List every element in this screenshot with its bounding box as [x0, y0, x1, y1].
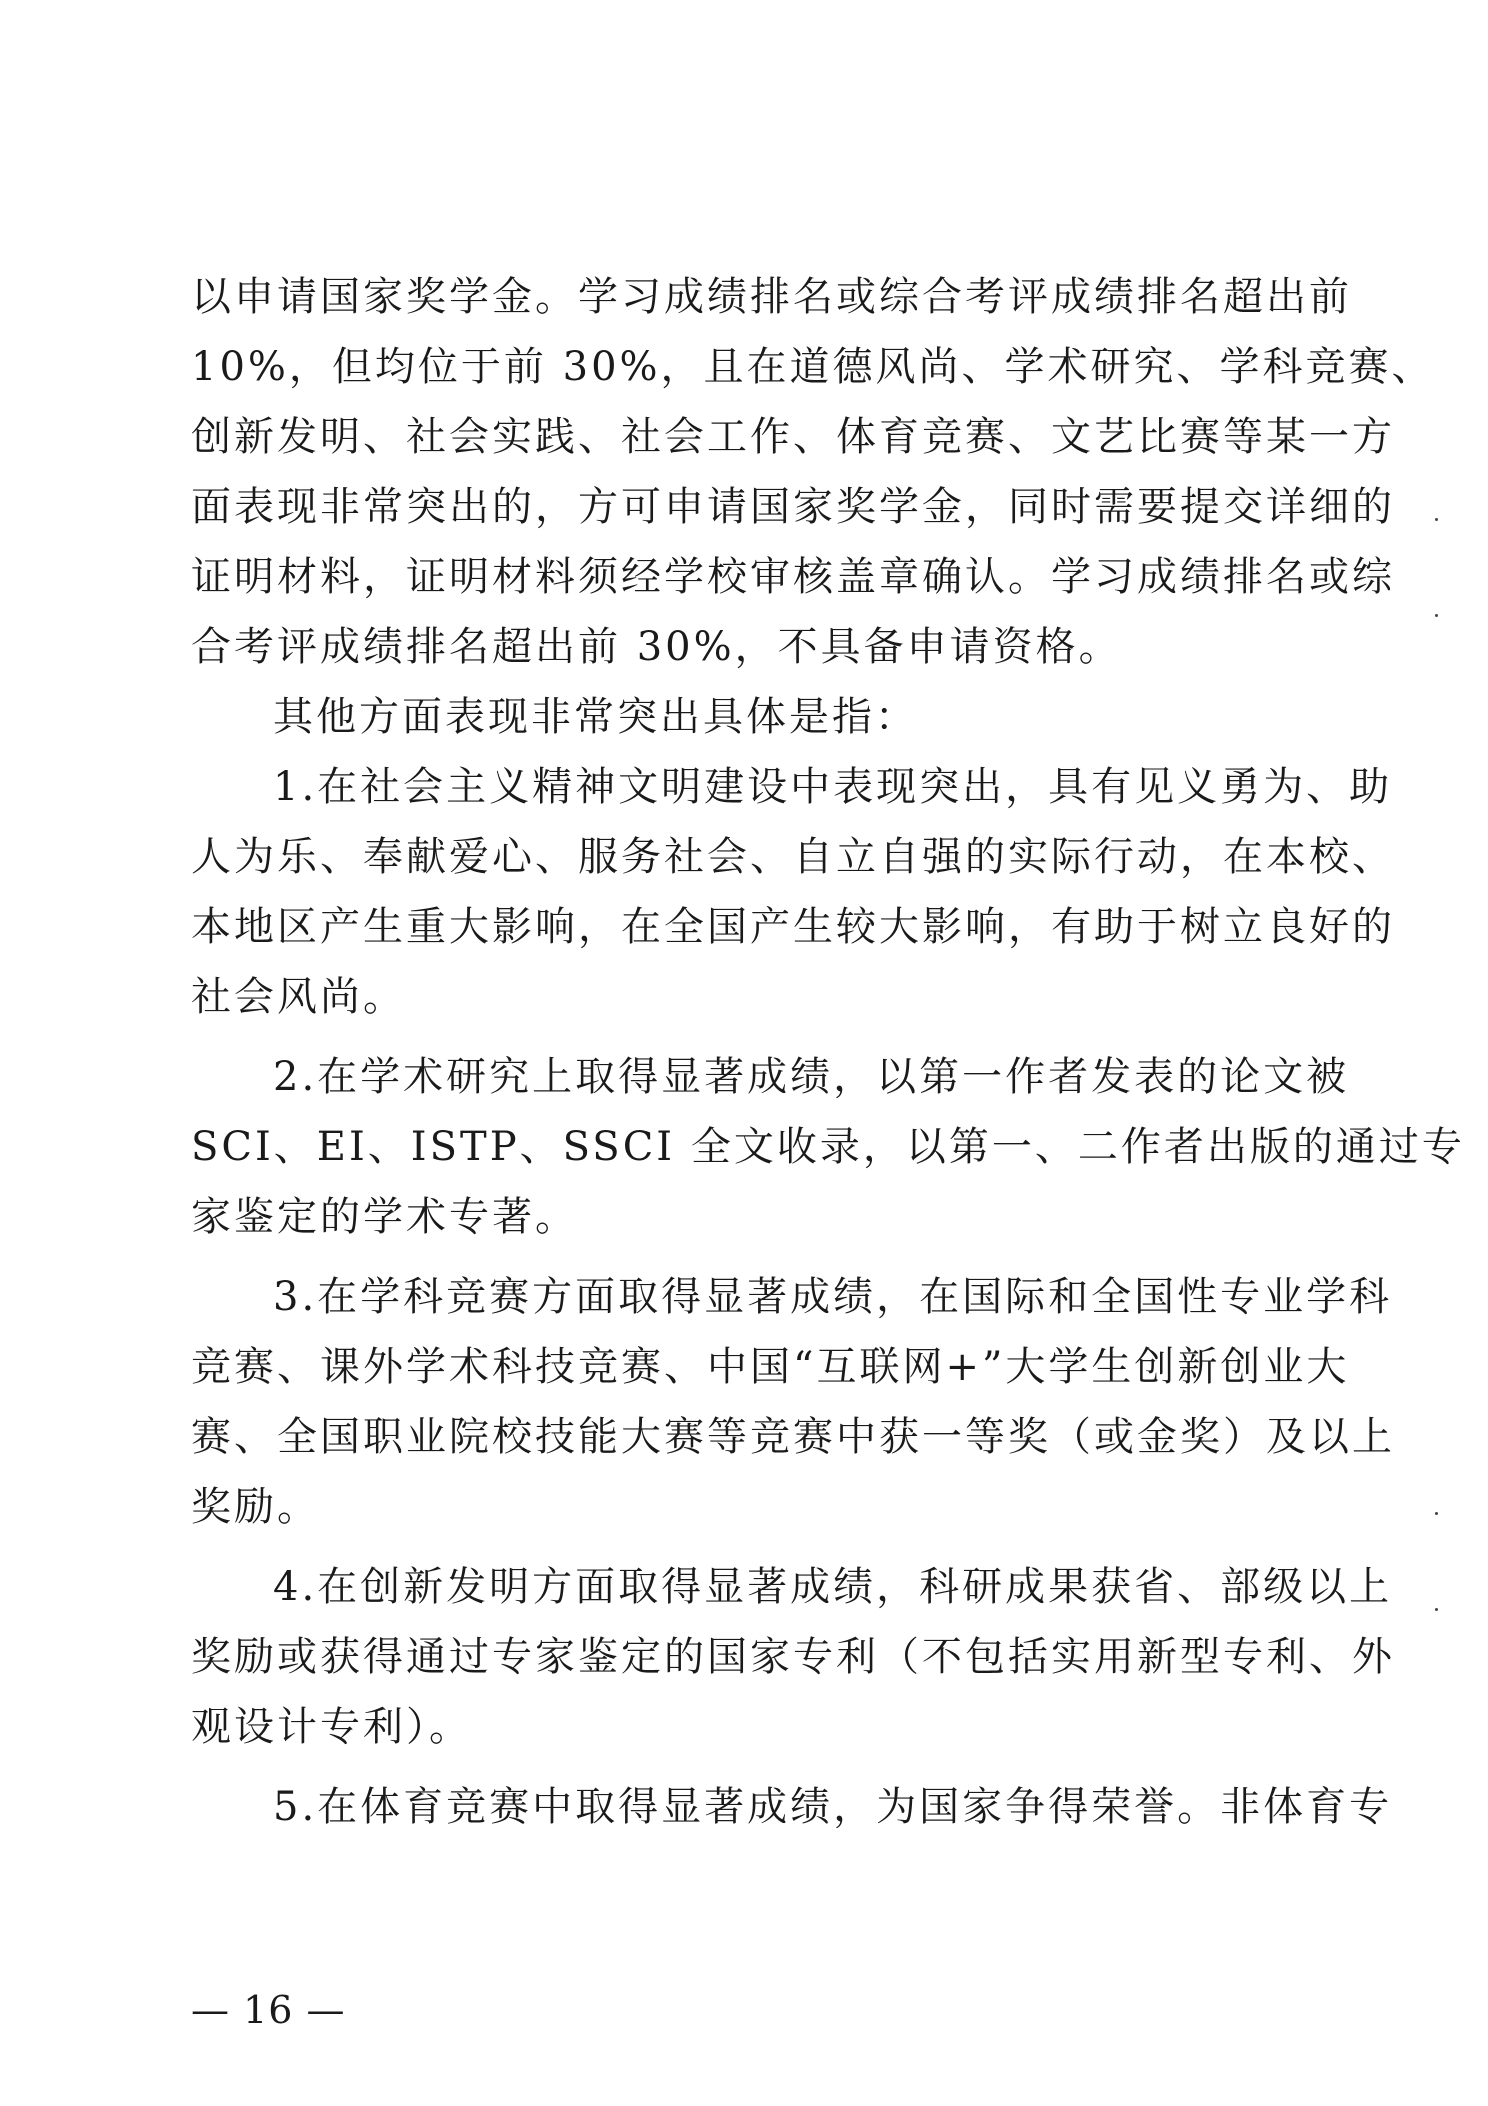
paragraph-gap: [191, 1252, 1301, 1262]
text-line: 社会风尚。: [191, 974, 406, 1020]
text-line: 赛、全国职业院校技能大赛等竞赛中获一等奖（或金奖）及以上: [191, 1414, 1395, 1460]
text-line: 以申请国家奖学金。学习成绩排名或综合考评成绩排名超出前: [191, 274, 1352, 320]
text-line: 其他方面表现非常突出具体是指：: [273, 694, 918, 740]
text-line: 家鉴定的学术专著。: [191, 1194, 578, 1240]
paragraph-gap: [191, 1762, 1301, 1772]
paragraph-gap: [191, 1032, 1301, 1042]
text-line: SCI、EI、ISTP、SSCI 全文收录，以第一、二作者出版的通过专: [191, 1124, 1465, 1170]
text-line: 观设计专利）。: [191, 1704, 472, 1750]
text-line: 1.在社会主义精神文明建设中表现突出，具有见义勇为、助: [273, 764, 1393, 810]
body-text: [191, 262, 1465, 1842]
text-line: 4.在创新发明方面取得显著成绩，科研成果获省、部级以上: [273, 1564, 1393, 1610]
text-line: 人为乐、奉献爱心、服务社会、自立自强的实际行动，在本校、: [191, 834, 1395, 880]
text-line: 创新发明、社会实践、社会工作、体育竞赛、文艺比赛等某一方: [191, 414, 1395, 460]
text-line: 合考评成绩排名超出前 30%，不具备申请资格。: [191, 624, 1122, 670]
text-line: 奖励或获得通过专家鉴定的国家专利（不包括实用新型专利、外: [191, 1634, 1395, 1680]
text-line: 证明材料，证明材料须经学校审核盖章确认。学习成绩排名或综: [191, 554, 1395, 600]
text-line: 3.在学科竞赛方面取得显著成绩，在国际和全国性专业学科: [273, 1274, 1393, 1320]
text-line: 10%，但均位于前 30%，且在道德风尚、学术研究、学科竞赛、: [191, 344, 1435, 390]
margin-mark: [1435, 518, 1438, 521]
text-line: 5.在体育竞赛中取得显著成绩，为国家争得荣誉。非体育专: [273, 1784, 1393, 1830]
text-line: 竞赛、课外学术科技竞赛、中国“互联网+”大学生创新创业大: [191, 1344, 1350, 1390]
margin-mark: [1435, 1512, 1438, 1515]
paragraph-gap: [191, 1542, 1301, 1552]
page-number: — 16 —: [191, 1988, 346, 2032]
text-line: 奖励。: [191, 1484, 320, 1530]
margin-mark: [1435, 614, 1438, 617]
text-line: 2.在学术研究上取得显著成绩，以第一作者发表的论文被: [273, 1054, 1350, 1100]
margin-mark: [1435, 1608, 1438, 1611]
text-line: 本地区产生重大影响，在全国产生较大影响，有助于树立良好的: [191, 904, 1395, 950]
text-line: 面表现非常突出的，方可申请国家奖学金，同时需要提交详细的: [191, 484, 1395, 530]
